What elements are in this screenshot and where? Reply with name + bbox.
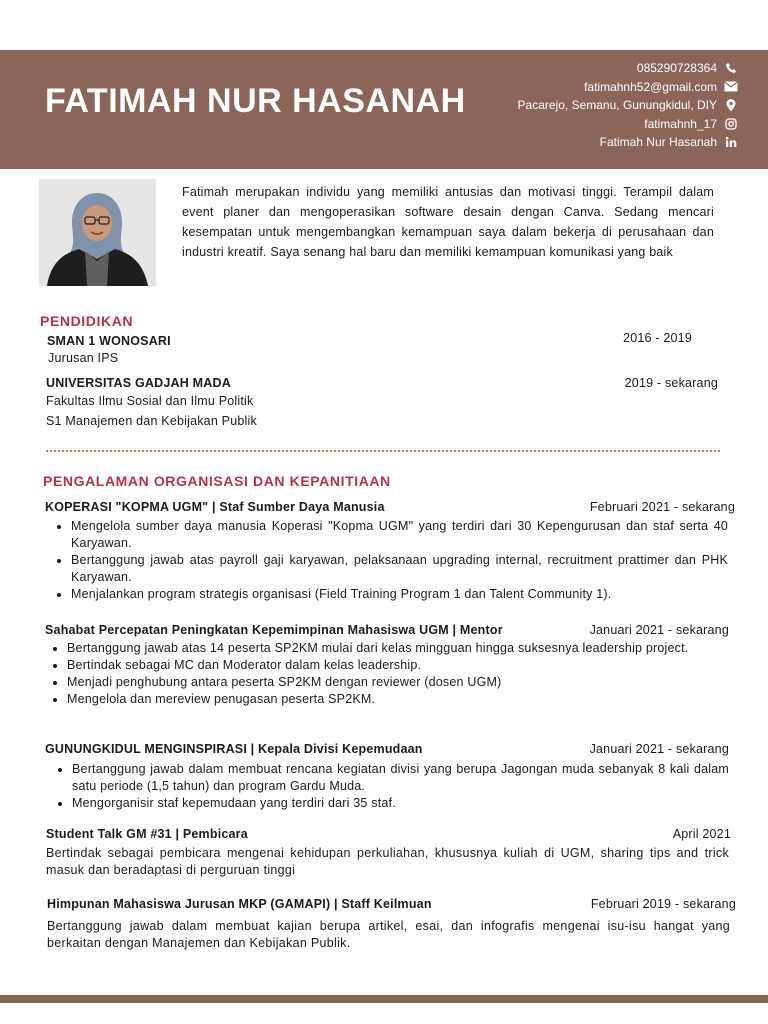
profile-summary: Fatimah merupakan individu yang memiliki antusias dan motivasi tinggi. Terampil dalam event planer dan mengoperasikan software desain dengan Canva. Sedang mencari kesempatan untuk mengembangkan kemampuan saya dalam bekerja di perusahaan dan industri kreatif. Saya senang hal baru dan memiliki kemampuan komunikasi yang baik — [182, 185, 714, 259]
section-divider — [46, 450, 720, 452]
mail-icon — [724, 80, 738, 94]
list-item: • Mengelola dan mereview penugasan peserta SP2KM. — [67, 691, 724, 708]
contact-list — [518, 59, 738, 152]
experience-period: Februari 2019 - sekarang — [590, 897, 736, 911]
list-item: • Bertanggung jawab dalam membuat rencana kegiatan divisi yang berupa Jagongan muda sebanyak 8 kali dalam satu periode (1,5 tahun) dan program Gardu Muda. — [72, 761, 729, 795]
experience-description: Bertindak sebagai pembicara mengenai kehidupan perkuliahan, khususnya kuliah di UGM, sharing tips and trick masuk dan beradaptasi di perguruan tinggi — [46, 846, 729, 877]
experience-period: Januari 2021 - sekarang — [589, 742, 729, 756]
list-item: • Bertanggung jawab atas payroll gaji karyawan, pelaksanaan upgrading internal, recruitment prattimer dan PHK Karyawan. — [71, 552, 728, 586]
list-item: • Bertindak sebagai MC dan Moderator dalam kelas leadership. — [67, 657, 724, 674]
contact-instagram — [518, 115, 738, 134]
linkedin-icon — [724, 135, 738, 149]
profile-photo — [39, 179, 156, 286]
education-school: UNIVERSITAS GADJAH MADA — [46, 376, 231, 390]
education-title: PENDIDIKAN — [40, 313, 134, 329]
contact-email — [518, 78, 738, 97]
list-item: • Bertanggung jawab atas 14 peserta SP2KM mulai dari kelas mingguan hingga suksesnya leadership project. — [67, 640, 724, 657]
contact-address-text: Pacarejo, Semanu, Gunungkidul, DIY — [517, 98, 717, 113]
list-item: • Menjadi penghubung antara peserta SP2KM dengan reviewer (dosen UGM) — [67, 674, 724, 691]
list-item: • Mengorganisir staf kepemudaan yang terdiri dari 35 staf. — [72, 795, 729, 812]
education-detail: Jurusan IPS — [48, 351, 119, 365]
experience-bullets — [45, 518, 728, 603]
education-detail: S1 Manajemen dan Kebijakan Publik — [46, 414, 257, 428]
experience-period: April 2021 — [672, 827, 731, 841]
contact-email-text: fatimahnh52@gmail.com — [584, 79, 717, 94]
candidate-name: FATIMAH NUR HASANAH — [45, 82, 466, 120]
education-school: SMAN 1 WONOSARI — [47, 334, 171, 348]
contact-linkedin-text: Fatimah Nur Hasanah — [599, 135, 717, 150]
contact-address — [518, 96, 738, 115]
experience-bullets — [41, 640, 724, 708]
experience-description: Bertanggung jawab dalam membuat kajian berupa artikel, esai, dan infografis mengenai isu-isu hangat yang berkaitan dengan Manajemen dan Kebijakan Publik. — [47, 919, 730, 950]
experience-period: Januari 2021 - sekarang — [589, 623, 729, 637]
contact-instagram-text: fatimahnh_17 — [644, 116, 717, 131]
experience-heading: GUNUNGKIDUL MENGINSPIRASI | Kepala Divisi Kepemudaan — [45, 742, 423, 756]
location-pin-icon — [724, 98, 738, 112]
list-item: • Menjalankan program strategis organisasi (Field Training Program 1 dan Talent Community 1). — [71, 586, 728, 603]
experience-heading: Sahabat Percepatan Peningkatan Kepemimpinan Mahasiswa UGM | Mentor — [45, 623, 503, 637]
footer-bar — [0, 995, 768, 1003]
list-item: • Mengelola sumber daya manusia Koperasi "Kopma UGM" yang terdiri dari 30 Kepengurusan dan staf serta 40 Karyawan. — [71, 518, 728, 552]
education-period: 2019 - sekarang — [624, 376, 718, 390]
experience-heading: Student Talk GM #31 | Pembicara — [46, 827, 248, 841]
contact-linkedin — [518, 133, 738, 152]
phone-icon — [724, 61, 738, 75]
contact-phone-text: 085290728364 — [636, 61, 717, 76]
education-period: 2016 - 2019 — [623, 331, 692, 345]
experience-bullets — [46, 761, 729, 812]
instagram-icon — [724, 117, 738, 131]
experience-period: Februari 2021 - sekarang — [589, 500, 735, 514]
experience-heading: Himpunan Mahasiswa Jurusan MKP (GAMAPI) | Staff Keilmuan — [47, 897, 432, 911]
experience-heading: KOPERASI "KOPMA UGM" | Staf Sumber Daya Manusia — [45, 500, 385, 514]
education-detail: Fakultas Ilmu Sosial dan Ilmu Politik — [46, 394, 254, 408]
experience-title: PENGALAMAN ORGANISASI DAN KEPANITIAAN — [43, 473, 391, 489]
contact-phone — [518, 59, 738, 78]
